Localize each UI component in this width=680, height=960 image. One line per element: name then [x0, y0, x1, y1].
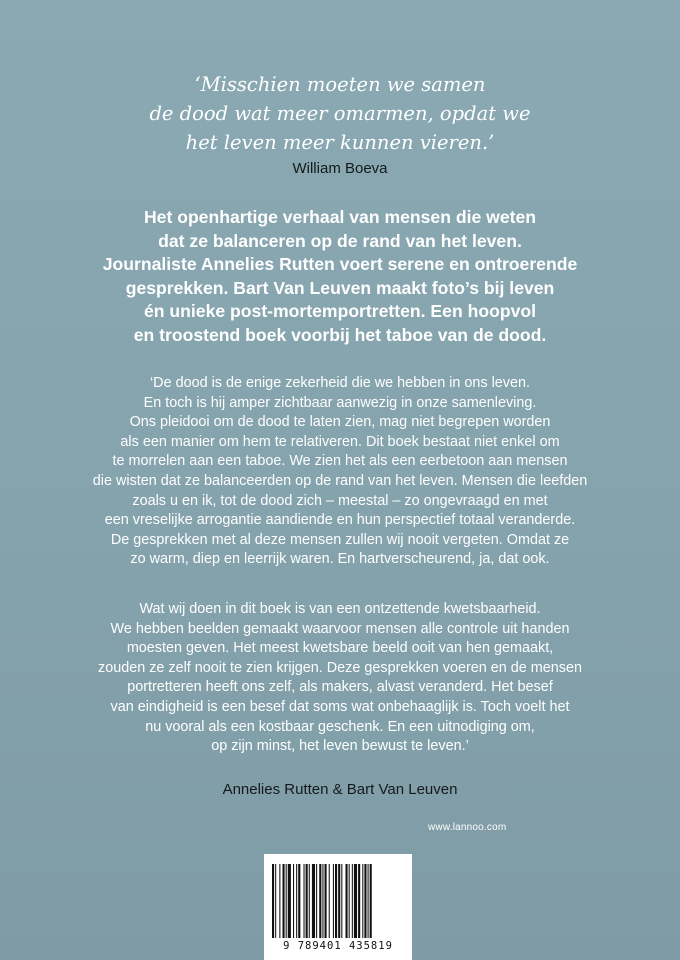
summary-line: Het openhartige verhaal van mensen die weten	[143, 207, 537, 227]
barcode-bar	[283, 864, 285, 938]
barcode-bar	[296, 864, 297, 938]
summary-text	[0, 206, 680, 347]
body-line: De gesprekken met al deze mensen zullen wij nooit vergeten. Omdat ze	[110, 531, 570, 548]
barcode-bar	[325, 864, 327, 938]
barcode-bar	[364, 864, 366, 938]
body-line: op zijn minst, het leven bewust te leven.’	[211, 738, 469, 755]
publisher-url[interactable]: www.lannoo.com	[428, 822, 507, 833]
barcode-bar	[309, 864, 310, 938]
body-paragraph-1	[0, 374, 680, 570]
barcode-bar	[319, 864, 321, 938]
quote-author: William Boeva	[292, 160, 388, 177]
quote-line: het leven meer kunnen vieren.’	[185, 131, 495, 154]
authors-signature: Annelies Rutten & Bart Van Leuven	[222, 781, 458, 798]
barcode-bar	[370, 864, 372, 938]
body-line: die wisten dat ze balanceerden op de rand van het leven. Mensen die leefden	[92, 472, 588, 489]
barcode-bar	[362, 864, 363, 938]
body-line: als een manier om hem te relativeren. Dit boek bestaat niet enkel om	[120, 433, 560, 450]
barcode-bar	[316, 864, 317, 938]
barcode-bar	[312, 864, 315, 938]
body-line: Ons pleidooi om de dood te laten zien, mag niet begrepen worden	[129, 414, 551, 431]
barcode-bar	[322, 864, 323, 938]
barcode-bar	[346, 864, 348, 938]
body-line: een vreselijke arrogantie aandiende en hun perspectief totaal veranderde.	[104, 512, 576, 529]
barcode-bars	[272, 864, 404, 938]
quote-line: de dood wat meer omarmen, opdat we	[149, 102, 531, 125]
barcode-bar	[286, 864, 287, 938]
body-line: Wat wij doen in dit boek is van een ontzettende kwetsbaarheid.	[139, 601, 541, 617]
barcode-bar	[329, 864, 330, 938]
pull-quote	[0, 70, 680, 157]
body-line: zouden ze zelf nooit te zien krijgen. Deze gesprekken voeren en de mensen	[98, 659, 582, 676]
summary-line: dat ze balanceren op de rand van het leven.	[158, 230, 522, 251]
body-line: nu vooral als een kostbaar geschenk. En een uitnodiging om,	[145, 718, 535, 735]
barcode-bar	[298, 864, 300, 938]
barcode-bar	[272, 864, 274, 938]
body-line: ‘De dood is de enige zekerheid die we hebben in ons leven.	[149, 375, 531, 391]
body-line: En toch is hij amper zichtbaar aanwezig in onze samenleving.	[143, 394, 537, 411]
body-line: zoals u en ik, tot de dood zich – meestal – zo ongevraagd en met	[132, 492, 548, 509]
barcode-bar	[352, 864, 353, 938]
summary-line: gesprekken. Bart Van Leuven maakt foto’s bij leven	[125, 277, 555, 298]
barcode-bar	[338, 864, 340, 938]
body-line: zo warm, diep en leerrijk waren. En hartverscheurend, ja, dat ook.	[130, 551, 550, 568]
barcode-bar	[354, 864, 357, 938]
barcode-bar	[358, 864, 360, 938]
body-line: We hebben beelden gemaakt waarvoor mensen alle controle uit handen	[110, 620, 570, 637]
barcode-bar	[288, 864, 291, 938]
barcode-bar	[333, 864, 334, 938]
body-line: te morrelen aan een taboe. We zien het als een eerbetoon aan mensen	[112, 453, 568, 470]
barcode-bar	[304, 864, 305, 938]
barcode-bar	[275, 864, 276, 938]
barcode-digits: 9 789401 435819	[283, 940, 393, 952]
barcode-bar	[349, 864, 350, 938]
barcode-bar	[368, 864, 369, 938]
body-line: van eindigheid is een besef dat soms wat onbehaaglijk is. Toch voelt het	[110, 698, 570, 715]
summary-line: Journaliste Annelies Rutten voert serene en ontroerende	[102, 254, 578, 274]
isbn-barcode	[264, 854, 412, 960]
summary-line: én unieke post-mortemportretten. Een hoopvol	[144, 301, 536, 321]
summary-line: en troostend boek voorbij het taboe van de dood.	[133, 324, 547, 345]
body-line: moesten geven. Het meest kwetsbare beeld ooit van hen gemaakt,	[126, 640, 554, 657]
barcode-bar	[293, 864, 294, 938]
barcode-bar	[279, 864, 280, 938]
body-line: portretteren heeft ons zelf, als makers, alvast veranderd. Het besef	[127, 679, 553, 696]
barcode-bar	[306, 864, 308, 938]
body-paragraph-2	[0, 600, 680, 757]
barcode-bar	[335, 864, 337, 938]
quote-line: ‘Misschien moeten we samen	[194, 73, 486, 96]
barcode-bar	[341, 864, 342, 938]
